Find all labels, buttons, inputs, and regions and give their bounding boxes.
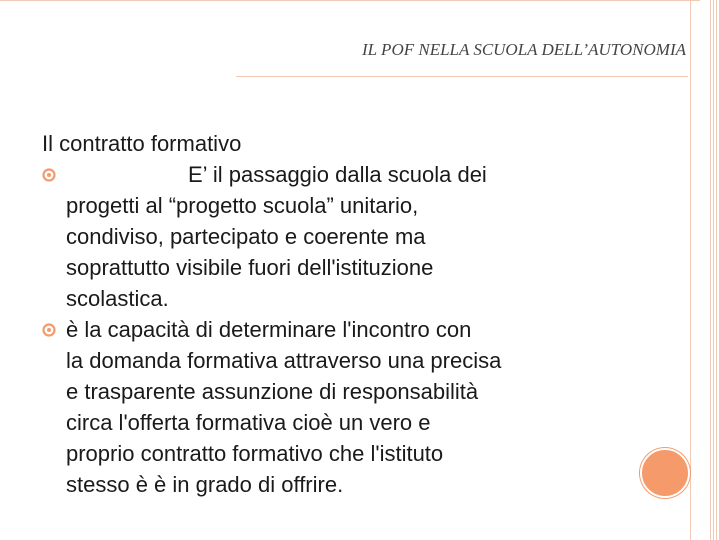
decorative-circle [640, 448, 690, 498]
bullet-line: circa l'offerta formativa cioè un vero e [66, 410, 431, 435]
circle-bullet-icon [42, 323, 56, 337]
bullet-line: E’ il passaggio dalla scuola dei [188, 162, 487, 187]
bullet-item-1 [42, 159, 642, 314]
right-decorative-border [710, 0, 720, 540]
bullet-line: proprio contratto formativo che l'istituto [66, 441, 444, 466]
bullet-line: è la capacità di determinare l'incontro con [66, 317, 472, 342]
slide-body [42, 128, 642, 500]
bullet-line: la domanda formativa attraverso una precisa [66, 348, 502, 373]
bullet-line: soprattutto visibile fuori dell'istituzione [66, 255, 434, 280]
right-border-line [690, 0, 691, 540]
circle-bullet-icon [42, 168, 56, 182]
bullet-line: progetti al “progetto scuola” unitario, [66, 193, 419, 218]
bullet-item-2 [42, 314, 642, 500]
top-border-line [0, 0, 700, 1]
bullet-line: e trasparente assunzione di responsabilità [66, 379, 479, 404]
slide-heading: Il contratto formativo [42, 131, 242, 156]
bullet-line: condiviso, partecipato e coerente ma [66, 224, 426, 249]
bullet-line: scolastica. [66, 286, 169, 311]
bullet-line: stesso è è in grado di offrire. [66, 472, 344, 497]
title-underline [236, 76, 688, 77]
slide-title: IL POF NELLA SCUOLA DELL’AUTONOMIA [362, 40, 686, 59]
